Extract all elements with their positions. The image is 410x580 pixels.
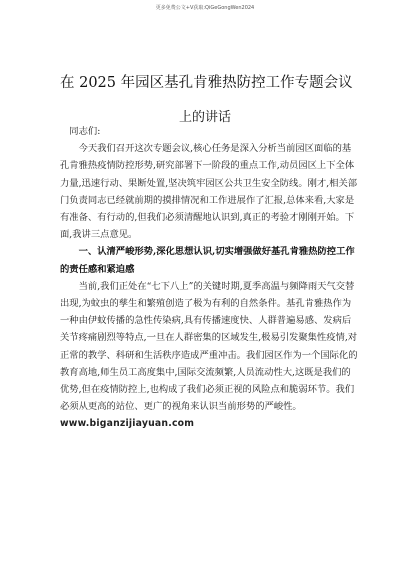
watermark-url[interactable]: www.biganzijiayuan.com	[60, 418, 195, 430]
salutation: 同志们:	[69, 126, 101, 137]
paragraph-situation-text: 当前,我们正处在“七下八上”的关键时期,夏季高温与频降雨天气交替出现,为蚊虫的孳生和繁殖创造了极为有利的自然条件。基孔肯雅热作为一种由伊蚊传播的急性传染病,具有传播速度快、人群普遍易感、发病后关节疼痛剧烈等特点,一旦在人群密集的区域发生,极易引发聚集性疫情,对正常的教学、科研和生活秩序造成严重冲击。我们园区作为一个国际化的教育高地,师生员工高度集中,国际交流频繁,人员流动性大,这既是我们的优势,但在疫情防控上,也构成了我们必须正视的风险点和脆弱环节。我们必须从更高的站位、更广的视角来认识当前形势的严峻性。	[60, 280, 358, 413]
paragraph-intro: 今天我们召开这次专题会议,核心任务是深入分析当前园区面临的基孔肯雅热疫情防控形势,研究部署下一阶段的重点工作,动员园区上下全体力量,迅速行动、果断处置,坚决筑牢园区公共卫生安全防线。刚才,相关部门负责同志已经就前期的摸排情况和工作进展作了汇报,总体来看,大家是有准备、有行动的,但我们必须清醒地认识到,真正的考验才刚刚开始。下面,我讲三点意见。	[60, 143, 358, 241]
document-title: 在 2025 年园区基孔肯雅热防控工作专题会议	[60, 75, 353, 91]
header-note: 更多免费公文+V获取:QiGeGongWen2024	[155, 5, 255, 11]
document-body	[60, 123, 360, 433]
document-title-line2: 上的讲话	[178, 110, 231, 125]
section-heading-1: 一、认清严峻形势,深化思想认识,切实增强做好基孔肯雅热防控工作的责任感和紧迫感	[60, 246, 355, 275]
paragraph-situation	[60, 278, 360, 433]
